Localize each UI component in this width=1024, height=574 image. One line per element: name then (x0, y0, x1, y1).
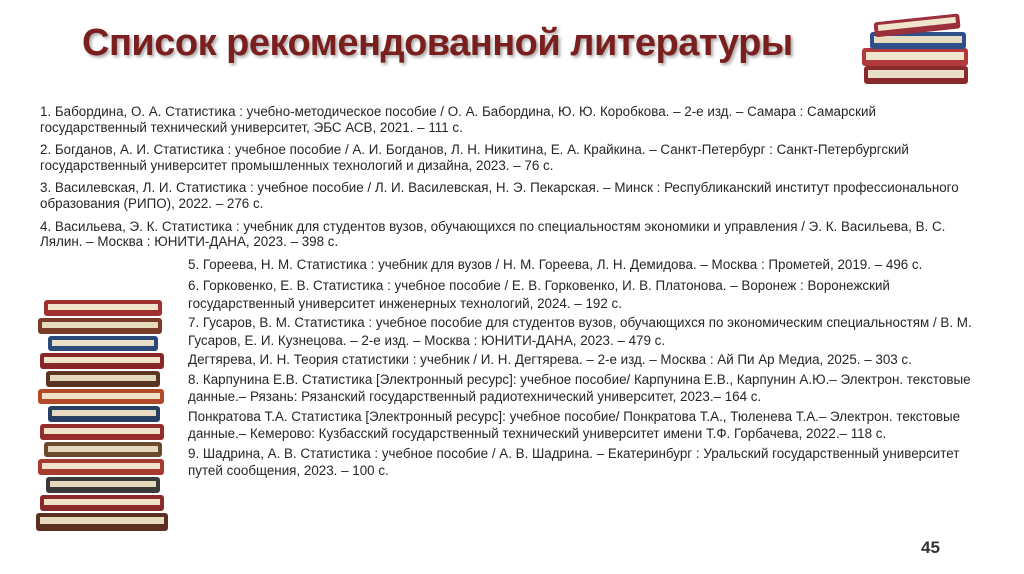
book-stack-left-books (36, 300, 168, 531)
slide-title: Список рекомендованной литературы (82, 22, 793, 64)
reference-item: Дегтярева, И. Н. Теория статистики : учебник / И. Н. Дегтярева. – 2-е изд. – Москва : Ай Пи Ар Медиа, 2025. – 303 с. (188, 352, 912, 367)
reference-item: 6. Горковенко, Е. В. Статистика : учебное пособие / Е. В. Горковенко, И. В. Платонова. – Воронеж : Воронежский государственный университет инженерных технологий, 2024. – 192 с. (188, 278, 890, 311)
book-stack-top-books (862, 13, 968, 84)
reference-list-top (40, 104, 980, 257)
reference-item: 7. Гусаров, В. М. Статистика : учебное пособие для студентов вузов, обучающихся по экономическим специальностям / В. М. Гусаров, Е. И. Кузнецова. – 2-е изд. – Москва : ЮНИТИ-ДАНА, 2023. – 479 с. (188, 315, 972, 348)
book-stack-icon (856, 8, 976, 90)
reference-item: 8. Карпунина Е.В. Статистика [Электронный ресурс]: учебное пособие/ Карпунина Е.В., Карпунин А.Ю.– Электрон. текстовые данные.– Рязань: Рязанский государственный радиотехнический университет, 2023.– 164 с. (188, 371, 971, 404)
page-number: 45 (921, 538, 940, 557)
reference-item: Понкратова Т.А. Статистика [Электронный ресурс]: учебное пособие/ Понкратова Т.А., Тюленева Т.А.– Электрон. текстовые данные.– Кемерово: Кузбасский государственный технический университет имени Т.Ф. Горбачева, 2022.– 118 с. (188, 408, 961, 441)
reference-item: 5. Гореева, Н. М. Статистика : учебник для вузов / Н. М. Гореева, Л. Н. Демидова. – Москва : Прометей, 2019. – 496 с. (188, 257, 923, 272)
reference-list-bottom (188, 254, 988, 482)
reference-item: 4. Васильева, Э. К. Статистика : учебник для студентов вузов, обучающихся по специальностям экономики и управления / Э. К. Васильева, В. С. Лялин. – Москва : ЮНИТИ-ДАНА, 2023. – 398 с. (40, 218, 946, 250)
reference-item: 3. Василевская, Л. И. Статистика : учебное пособие / Л. И. Василевская, Н. Э. Пекарская. – Минск : Республиканский институт профессионального образования (РИПО), 2022. – 276 с. (40, 180, 959, 211)
reference-item: 2. Богданов, А. И. Статистика : учебное пособие / А. И. Богданов, Л. Н. Никитина, Е. А. Крайкина. – Санкт-Петербург : Санкт-Петербургский государственный университет промышленных технологий и дизайна, 2023. – 76 с. (40, 142, 909, 173)
reference-item: 9. Шадрина, А. В. Статистика : учебное пособие / А. В. Шадрина. – Екатеринбург : Уральский государственный университет путей сообщения, 2023. – 100 с. (188, 445, 960, 478)
tall-book-stack-icon (34, 296, 172, 544)
reference-item: 1. Бабордина, О. А. Статистика : учебно-методическое пособие / О. А. Бабордина, Ю. Ю. Коробкова. – 2-е изд. – Самара : Самарский государственный технический университет, ЭБС АСВ, 2021. – 111 с. (40, 104, 876, 135)
